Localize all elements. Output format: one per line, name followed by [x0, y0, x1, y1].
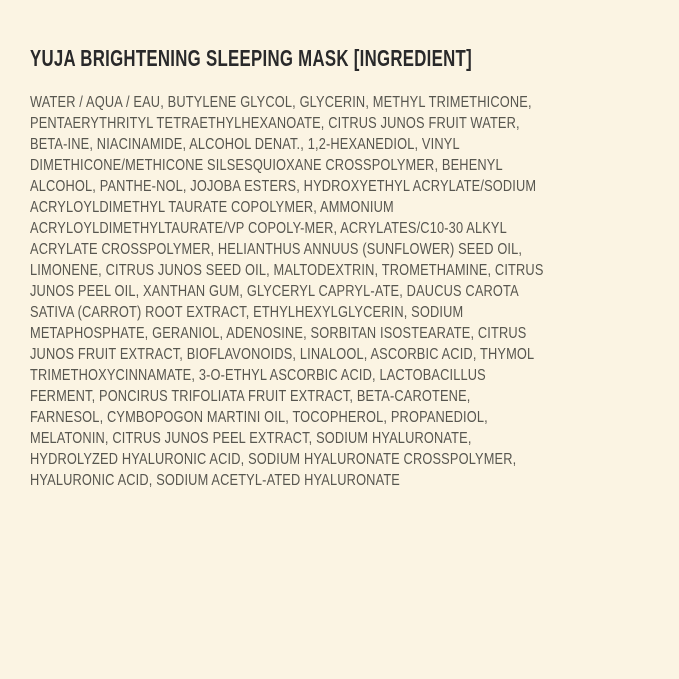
- ingredient-line: SATIVA (CARROT) ROOT EXTRACT, ETHYLHEXYLGLYCERIN, SODIUM: [30, 304, 464, 321]
- ingredient-line: ACRYLOYLDIMETHYLTAURATE/VP COPOLY-MER, ACRYLATES/C10-30 ALKYL: [30, 220, 507, 237]
- ingredient-line: ALCOHOL, PANTHE-NOL, JOJOBA ESTERS, HYDROXYETHYL ACRYLATE/SODIUM: [30, 178, 537, 195]
- ingredient-line: WATER / AQUA / EAU, BUTYLENE GLYCOL, GLYCERIN, METHYL TRIMETHICONE,: [30, 94, 532, 111]
- ingredient-line: FERMENT, PONCIRUS TRIFOLIATA FRUIT EXTRACT, BETA-CAROTENE,: [30, 388, 471, 405]
- ingredient-list: [30, 92, 544, 491]
- ingredient-line: FARNESOL, CYMBOPOGON MARTINI OIL, TOCOPHEROL, PROPANEDIOL,: [30, 409, 488, 426]
- ingredient-line: METAPHOSPHATE, GERANIOL, ADENOSINE, SORBITAN ISOSTEARATE, CITRUS: [30, 325, 527, 342]
- ingredient-line: ACRYLOYLDIMETHYL TAURATE COPOLYMER, AMMONIUM: [30, 199, 394, 216]
- ingredient-line: HYDROLYZED HYALURONIC ACID, SODIUM HYALURONATE CROSSPOLYMER,: [30, 451, 517, 468]
- ingredient-line: DIMETHICONE/METHICONE SILSESQUIOXANE CROSSPOLYMER, BEHENYL: [30, 157, 503, 174]
- ingredient-line: JUNOS FRUIT EXTRACT, BIOFLAVONOIDS, LINALOOL, ASCORBIC ACID, THYMOL: [30, 346, 535, 363]
- ingredient-line: HYALURONIC ACID, SODIUM ACETYL-ATED HYALURONATE: [30, 472, 401, 489]
- ingredient-line: BETA-INE, NIACINAMIDE, ALCOHOL DENAT., 1,2-HEXANEDIOL, VINYL: [30, 136, 460, 153]
- ingredient-line: LIMONENE, CITRUS JUNOS SEED OIL, MALTODEXTRIN, TROMETHAMINE, CITRUS: [30, 262, 544, 279]
- ingredient-line: PENTAERYTHRITYL TETRAETHYLHEXANOATE, CITRUS JUNOS FRUIT WATER,: [30, 115, 520, 132]
- ingredient-line: JUNOS PEEL OIL, XANTHAN GUM, GLYCERYL CAPRYL-ATE, DAUCUS CAROTA: [30, 283, 519, 300]
- ingredient-line: ACRYLATE CROSSPOLYMER, HELIANTHUS ANNUUS (SUNFLOWER) SEED OIL,: [30, 241, 523, 258]
- ingredient-line: MELATONIN, CITRUS JUNOS PEEL EXTRACT, SODIUM HYALURONATE,: [30, 430, 472, 447]
- page-title: YUJA BRIGHTENING SLEEPING MASK [INGREDIENT]: [30, 45, 472, 71]
- ingredient-line: TRIMETHOXYCINNAMATE, 3-O-ETHYL ASCORBIC ACID, LACTOBACILLUS: [30, 367, 486, 384]
